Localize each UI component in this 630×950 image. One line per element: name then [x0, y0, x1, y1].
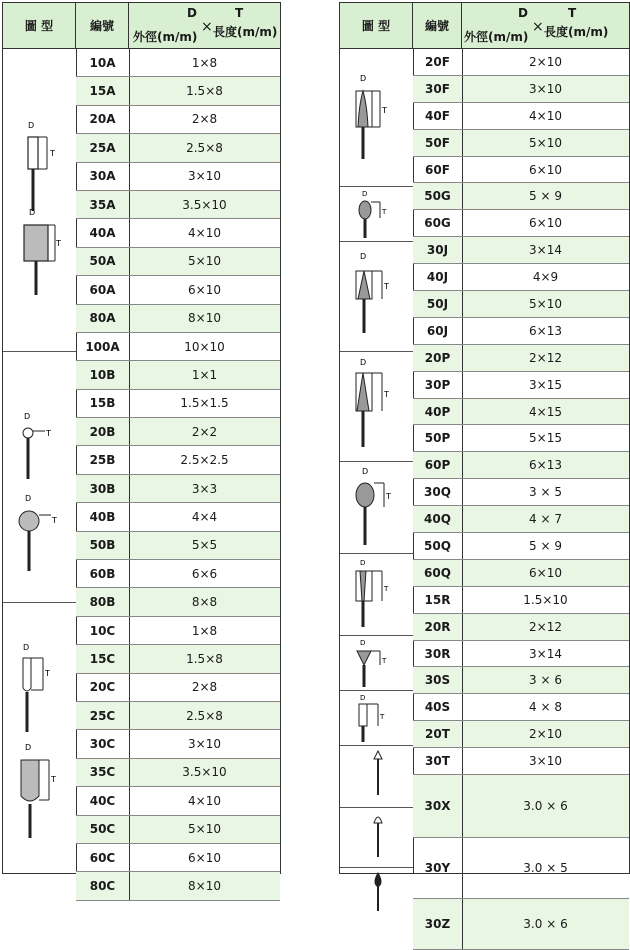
table-row: [76, 134, 280, 162]
part-code: 30Q: [413, 479, 463, 505]
part-code: 50A: [76, 248, 130, 275]
part-code: 50C: [76, 816, 130, 843]
part-size: 2×12: [529, 350, 562, 365]
part-size: 5×15: [529, 431, 562, 446]
svg-text:D: D: [360, 639, 366, 647]
part-code: 30C: [76, 730, 130, 757]
part-code: 60A: [76, 276, 130, 303]
table-row: [413, 533, 629, 560]
part-code: 40J: [413, 264, 463, 290]
part-size: 6×10: [529, 162, 562, 177]
part-size: 1.5×1.5: [180, 396, 229, 411]
table-row: [76, 588, 280, 616]
part-code: 30S: [413, 667, 463, 693]
table-row: [413, 614, 629, 641]
part-size: 6×10: [529, 216, 562, 231]
svg-text:D: D: [23, 643, 30, 652]
left-table-header: [3, 3, 280, 49]
part-code: 20C: [76, 674, 130, 701]
tool-cylinder-small-icon: [352, 692, 402, 744]
table-row: [76, 617, 280, 645]
part-size: 2×8: [191, 112, 218, 127]
tool-drop-icon: [368, 871, 388, 915]
svg-text:D: D: [362, 467, 369, 476]
right-table: [339, 2, 630, 932]
svg-text:T: T: [384, 585, 389, 593]
table-row: [413, 103, 629, 130]
part-size: 2×10: [529, 727, 562, 742]
part-code: 10B: [76, 361, 130, 388]
part-size: 4×10: [188, 793, 221, 808]
part-size: 1×8: [191, 55, 218, 70]
table-row: [413, 183, 629, 210]
tool-point-icon: [368, 749, 388, 803]
tool-inverted-cone-icon: [352, 637, 402, 689]
right-rows: [413, 49, 629, 932]
figure-group-j: [340, 241, 413, 352]
part-size: 3 × 6: [529, 673, 562, 688]
svg-text:D: D: [24, 412, 31, 421]
part-code: 60B: [76, 560, 130, 587]
part-code: 15B: [76, 390, 130, 417]
part-code: 30A: [76, 163, 130, 190]
part-code: 40S: [413, 694, 463, 720]
svg-text:D: D: [29, 208, 36, 217]
table-row: [76, 844, 280, 872]
part-code: 60G: [413, 210, 463, 236]
table-row: [76, 674, 280, 702]
table-row: [413, 452, 629, 479]
svg-text:D: D: [360, 252, 367, 261]
svg-text:T: T: [46, 429, 51, 438]
part-code: 30F: [413, 76, 463, 102]
table-row: [76, 77, 280, 105]
part-code: 80B: [76, 588, 130, 615]
part-code: 60P: [413, 452, 463, 478]
header-d: D: [518, 6, 528, 20]
table-row: [413, 775, 629, 838]
part-size: 8×10: [188, 879, 221, 894]
tool-round-end-large-icon: [15, 742, 63, 842]
part-size: 10×10: [184, 339, 225, 354]
tool-taper-icon: [352, 557, 402, 633]
tool-cylinder-icon: [19, 119, 63, 217]
part-size: 4 × 8: [529, 700, 562, 715]
table-row: [413, 210, 629, 237]
svg-text:T: T: [56, 239, 61, 248]
table-row: [413, 721, 629, 748]
part-code: 30J: [413, 237, 463, 263]
tool-oval-icon: [354, 188, 402, 240]
part-code: 60F: [413, 157, 463, 183]
table-row: [413, 264, 629, 291]
part-size: 2.5×8: [186, 140, 223, 155]
part-size: 6×13: [529, 458, 562, 473]
part-code: 50B: [76, 532, 130, 559]
figure-group-b: [3, 351, 76, 603]
svg-text:T: T: [382, 106, 387, 115]
part-code: 10C: [76, 617, 130, 644]
svg-text:T: T: [382, 208, 387, 216]
table-row: [76, 248, 280, 276]
figure-group-p: [340, 351, 413, 462]
part-code: 25B: [76, 446, 130, 473]
part-code: 35C: [76, 759, 130, 786]
part-size: 6×10: [188, 282, 221, 297]
header-dimensions: [462, 3, 629, 48]
part-size: 5 × 9: [529, 538, 562, 553]
part-size: 3×3: [191, 481, 218, 496]
tool-tree-icon: [352, 249, 402, 345]
part-code: 20F: [413, 49, 463, 75]
table-row: [76, 503, 280, 531]
part-size: 5 × 9: [529, 189, 562, 204]
part-code: 50G: [413, 183, 463, 209]
part-size: 4×4: [191, 509, 218, 524]
svg-text:T: T: [51, 775, 56, 784]
table-row: [76, 163, 280, 191]
table-row: [413, 667, 629, 694]
table-row: [76, 418, 280, 446]
header-length: 長度(m/m): [213, 25, 278, 39]
right-figure-column: [340, 49, 414, 873]
table-row: [413, 641, 629, 668]
figure-group-c: [3, 602, 76, 872]
part-code: 60C: [76, 844, 130, 871]
table-row: [413, 694, 629, 721]
part-code: 40F: [413, 103, 463, 129]
part-size: 3×10: [188, 169, 221, 184]
part-code: 60Q: [413, 560, 463, 586]
part-code: 25A: [76, 134, 130, 161]
header-dimensions: [129, 3, 280, 48]
table-row: [76, 106, 280, 134]
tool-flame-icon: [352, 71, 402, 171]
part-size: 3.5×10: [182, 765, 227, 780]
part-code: 50Q: [413, 533, 463, 559]
table-row: [76, 333, 280, 361]
part-size: 1.5×10: [523, 592, 568, 607]
table-row: [76, 702, 280, 730]
part-code: 30Y: [413, 838, 463, 898]
svg-text:T: T: [50, 149, 55, 158]
part-size: 3×10: [529, 81, 562, 96]
part-code: 20B: [76, 418, 130, 445]
part-code: 50J: [413, 291, 463, 317]
part-code: 30T: [413, 748, 463, 774]
header-code: 編號: [76, 3, 129, 48]
table-row: [76, 305, 280, 333]
tool-round-end-small-icon: [17, 642, 63, 738]
part-code: 20A: [76, 106, 130, 133]
table-row: [76, 446, 280, 474]
part-code: 30P: [413, 372, 463, 398]
part-code: 20R: [413, 614, 463, 640]
table-row: [413, 291, 629, 318]
part-code: 10A: [76, 49, 130, 76]
part-code: 40P: [413, 399, 463, 425]
svg-text:T: T: [386, 492, 391, 501]
part-size: 4×10: [529, 108, 562, 123]
part-code: 30B: [76, 475, 130, 502]
part-size: 2.5×2.5: [180, 453, 229, 468]
part-size: 3×14: [529, 646, 562, 661]
part-size: 3×14: [529, 243, 562, 258]
table-row: [76, 276, 280, 304]
table-row: [76, 475, 280, 503]
part-size: 1.5×8: [186, 84, 223, 99]
figure-group-x: [340, 745, 413, 808]
table-row: [413, 345, 629, 372]
svg-text:T: T: [380, 713, 385, 721]
part-code: 25C: [76, 702, 130, 729]
figure-group-g: [340, 186, 413, 242]
part-size: 2×10: [529, 54, 562, 69]
header-length: 長度(m/m): [544, 25, 609, 39]
part-code: 30R: [413, 641, 463, 667]
figure-group-f: [340, 49, 413, 187]
part-size: 5×10: [188, 254, 221, 269]
svg-text:T: T: [384, 390, 389, 399]
part-size: 1×8: [191, 623, 218, 638]
part-size: 6×6: [191, 566, 218, 581]
svg-text:D: D: [360, 74, 367, 83]
header-times: ×: [532, 19, 544, 35]
figure-group-q: [340, 461, 413, 554]
part-size: 3.5×10: [182, 197, 227, 212]
svg-text:T: T: [45, 669, 50, 678]
tool-egg-icon: [352, 465, 402, 551]
part-size: 2×12: [529, 619, 562, 634]
part-size: 5×10: [188, 822, 221, 837]
tool-pointed-icon: [352, 355, 402, 455]
table-row: [76, 787, 280, 815]
table-row: [413, 76, 629, 103]
part-size: 4 × 7: [529, 512, 562, 527]
part-code: 100A: [76, 333, 130, 360]
table-row: [413, 748, 629, 775]
table-row: [413, 506, 629, 533]
tool-bullet-icon: [368, 811, 388, 863]
part-size: 1.5×8: [186, 651, 223, 666]
part-size: 6×10: [529, 565, 562, 580]
part-size: 4×9: [532, 270, 559, 285]
part-code: 35A: [76, 191, 130, 218]
table-row: [76, 191, 280, 219]
svg-text:T: T: [384, 282, 389, 291]
part-size: 3 × 5: [529, 485, 562, 500]
part-code: 40B: [76, 503, 130, 530]
table-row: [76, 730, 280, 758]
table-row: [413, 560, 629, 587]
table-row: [413, 399, 629, 426]
table-row: [413, 425, 629, 452]
figure-group-a: [3, 49, 76, 352]
tool-ball-large-icon: [15, 493, 67, 577]
part-code: 40C: [76, 787, 130, 814]
tool-cylinder-large-icon: [15, 207, 63, 307]
part-code: 20T: [413, 721, 463, 747]
svg-text:D: D: [360, 358, 367, 367]
part-size: 5×10: [529, 296, 562, 311]
part-size: 6×13: [529, 323, 562, 338]
part-size: 6×10: [188, 850, 221, 865]
table-row: [413, 157, 629, 184]
part-code: 50P: [413, 425, 463, 451]
part-size: 5×10: [529, 135, 562, 150]
part-size: 3.0 × 6: [523, 799, 568, 814]
table-row: [76, 816, 280, 844]
svg-text:D: D: [28, 121, 35, 130]
part-size: 5×5: [191, 538, 218, 553]
table-row: [76, 390, 280, 418]
table-row: [76, 532, 280, 560]
table-row: [76, 645, 280, 673]
header-d: D: [187, 6, 197, 20]
part-size: 8×10: [188, 311, 221, 326]
table-row: [76, 49, 280, 77]
header-figure: 圖 型: [340, 3, 413, 48]
part-size: 3×10: [188, 737, 221, 752]
part-size: 3×10: [529, 754, 562, 769]
svg-text:D: D: [25, 494, 32, 503]
part-code: 50F: [413, 130, 463, 156]
left-rows: [76, 49, 280, 894]
part-code: 80A: [76, 305, 130, 332]
header-outer-diameter: 外徑(m/m): [133, 30, 198, 44]
figure-group-y: [340, 807, 413, 868]
part-size: 3×15: [529, 377, 562, 392]
part-code: 20P: [413, 345, 463, 371]
figure-group-t: [340, 690, 413, 746]
part-size: 2×2: [191, 424, 218, 439]
part-code: 15C: [76, 645, 130, 672]
header-times: ×: [201, 19, 213, 35]
part-size: 3.0 × 6: [523, 917, 568, 932]
part-code: 15A: [76, 77, 130, 104]
table-row: [76, 560, 280, 588]
header-outer-diameter: 外徑(m/m): [464, 30, 529, 44]
part-code: 40Q: [413, 506, 463, 532]
table-row: [413, 237, 629, 264]
part-code: 80C: [76, 872, 130, 899]
header-figure: 圖 型: [3, 3, 76, 48]
figure-group-s: [340, 635, 413, 691]
table-row: [76, 361, 280, 389]
svg-text:T: T: [52, 516, 57, 525]
table-row: [413, 49, 629, 76]
part-size: 1×1: [191, 367, 218, 382]
svg-text:D: D: [25, 743, 32, 752]
part-code: 40A: [76, 219, 130, 246]
table-row: [76, 219, 280, 247]
table-row: [76, 872, 280, 900]
svg-text:D: D: [360, 559, 366, 567]
table-row: [413, 479, 629, 506]
left-table: [2, 2, 281, 894]
table-row: [76, 759, 280, 787]
part-size: 3.0 × 5: [523, 861, 568, 876]
figure-group-r: [340, 553, 413, 636]
header-t: T: [235, 6, 244, 20]
table-row: [413, 899, 629, 950]
figure-group-z: [340, 867, 413, 917]
part-size: 4×15: [529, 404, 562, 419]
header-code: 編號: [413, 3, 462, 48]
part-size: 2×8: [191, 680, 218, 695]
tool-ball-small-icon: [17, 411, 65, 491]
part-code: 30X: [413, 775, 463, 837]
table-row: [413, 130, 629, 157]
left-figure-column: [3, 49, 77, 873]
svg-text:T: T: [382, 657, 387, 665]
table-row: [413, 372, 629, 399]
table-row: [413, 587, 629, 614]
svg-text:D: D: [362, 190, 368, 198]
table-row: [413, 318, 629, 345]
svg-text:D: D: [360, 694, 366, 702]
part-size: 4×10: [188, 226, 221, 241]
part-code: 15R: [413, 587, 463, 613]
right-table-header: [340, 3, 629, 49]
part-code: 60J: [413, 318, 463, 344]
part-size: 8×8: [191, 595, 218, 610]
table-row: [413, 838, 629, 899]
part-code: 30Z: [413, 899, 463, 949]
part-size: 2.5×8: [186, 708, 223, 723]
header-t: T: [568, 6, 577, 20]
